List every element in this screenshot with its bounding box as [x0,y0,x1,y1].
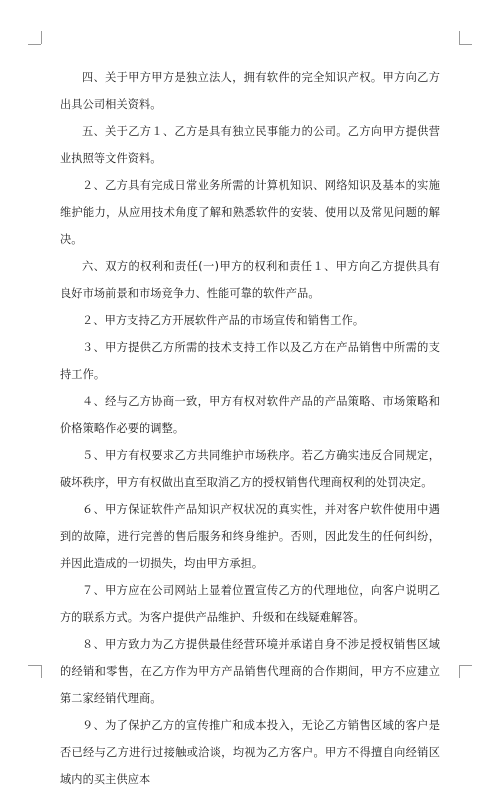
paragraph: ４、经与乙方协商一致，甲方有权对软件产品的产品策略、市场策略和价格策略作必要的调整。 [60,395,440,435]
paragraph: ８、甲方致力为乙方提供最佳经营环境并承诺自身不涉足授权销售区域的经销和零售，在乙方作为甲方产品销售代理商的合作期间，甲方不应建立第二家经销代理商。 [60,638,440,705]
paragraph: 四、关于甲方甲方是独立法人，拥有软件的完全知识产权。甲方向乙方出具公司相关资料。 [60,71,440,111]
document-body [60,64,440,793]
paragraph: 五、关于乙方１、乙方是具有独立民事能力的公司。乙方向甲方提供营业执照等文件资料。 [60,125,440,165]
paragraph: ３、甲方提供乙方所需的技术支持工作以及乙方在产品销售中所需的支持工作。 [60,341,440,381]
paragraph: ２、甲方支持乙方开展软件产品的市场宣传和销售工作。 [82,314,365,327]
paragraph: ５、甲方有权要求乙方共同维护市场秩序。若乙方确实违反合同规定，破坏秩序，甲方有权做出直至取消乙方的授权销售代理商权利的处罚决定。 [60,449,440,489]
paragraph: ２、乙方具有完成日常业务所需的计算机知识、网络知识及基本的实施维护能力，从应用技术角度了解和熟悉软件的安装、使用以及常见问题的解决。 [60,179,440,246]
paragraph: ６、甲方保证软件产品知识产权状况的真实性，并对客户软件使用中遇到的故障，进行完善的售后服务和终身维护。否则，因此发生的任何纠纷，并因此造成的一切损失，均由甲方承担。 [60,503,440,570]
paragraph: ９、为了保护乙方的宣传推广和成本投入，无论乙方销售区域的客户是否已经与乙方进行过接触或洽谈，均视为乙方客户。甲方不得擅自向经销区域内的买主供应本 [60,719,440,786]
paragraph: ７、甲方应在公司网站上显着位置宣传乙方的代理地位，向客户说明乙方的联系方式。为客户提供产品维护、升级和在线疑难解答。 [60,584,440,624]
paragraph: 六、双方的权利和责任(一)甲方的权利和责任１、甲方向乙方提供具有良好市场前景和市场竞争力、性能可靠的软件产品。 [60,260,440,300]
